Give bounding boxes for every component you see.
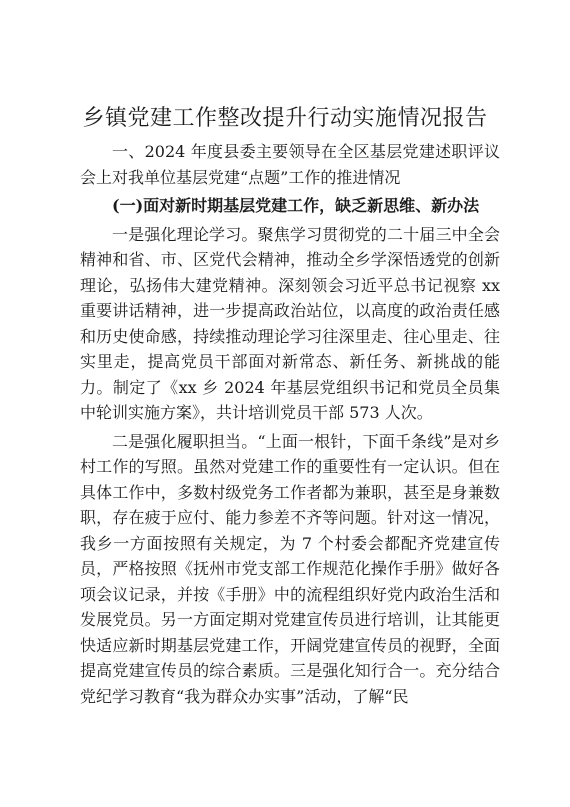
body-paragraph-1: 一是强化理论学习。聚焦学习贯彻党的二十届三中全会精神和省、市、区党代会精神，推动全乡学深悟透党的创新理论，弘扬伟大建党精神。深刻领会习近平总书记视察 xx 重要讲话精神，进一步提高政治站位，以高度的政治责任感和历史使命感，持续推动理论学习往深里走、往心里走、往实里走，提高党员干部面对新常态、新任务、新挑战的能力。制定了《xx 乡 2024 年基层党组织书记和党员全员集中轮训实施方案》，共计培训党员干部 573 人次。 <box>80 224 500 422</box>
section-heading: 一、2024 年度县委主要领导在全区基层党建述职评议会上对我单位基层党建“点题”工作的推进情况 <box>80 142 500 187</box>
document-body <box>80 139 500 709</box>
subsection-heading: (一)面对新时期基层党建工作，缺乏新思维、新办法 <box>112 196 480 215</box>
document-title: 乡镇党建工作整改提升行动实施情况报告 <box>82 106 488 131</box>
body-paragraph-2: 二是强化履职担当。“上面一根针，下面千条线”是对乡村工作的写照。虽然对党建工作的重要性有一定认识。但在具体工作中，多数村级党务工作者都为兼职，甚至是身兼数职，存在疲于应付、能力参差不齐等问题。针对这一情况，我乡一方面按照有关规定，为 7 个村委会都配齐党建宣传员，严格按照《抚州市党支部工作规范化操作手册》做好各项会议记录，并按《手册》中的流程组织好党内政治生活和发展党员。另一方面定期对党建宣传员进行培训，让其能更快适应新时期基层党建工作，开阔党建宣传员的视野，全面提高党建宣传员的综合素质。三是强化知行合一。充分结合党纪学习教育“我为群众办实事”活动，了解“民 <box>80 431 500 706</box>
